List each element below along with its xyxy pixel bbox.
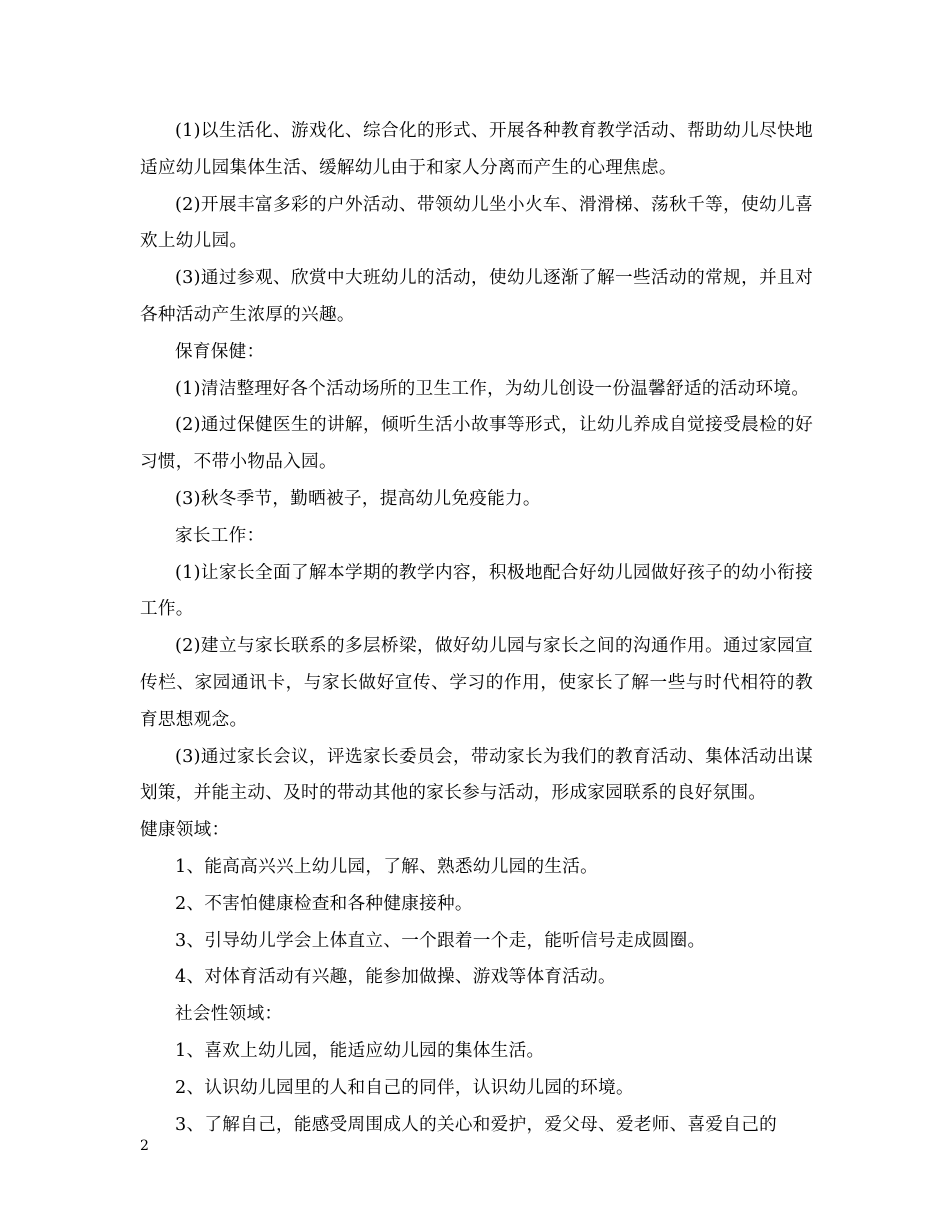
paragraph-care-2: (2)通过保健医生的讲解，倾听生活小故事等形式，让幼儿养成自觉接受晨检的好习惯，不带小物品入园。: [140, 415, 813, 473]
list-item-health-3: 3、引导幼儿学会上体直立、一个跟着一个走，能听信号走成圆圈。: [175, 930, 706, 951]
section-heading-parents: 家长工作：: [175, 525, 265, 546]
list-item-health-4: 4、对体育活动有兴趣，能参加做操、游戏等体育活动。: [175, 967, 616, 988]
paragraph-care-1: (1)清洁整理好各个活动场所的卫生工作，为幼儿创设一份温馨舒适的活动环境。: [175, 378, 810, 399]
paragraph-activity-2: (2)开展丰富多彩的户外活动、带领幼儿坐小火车、滑滑梯、荡秋千等，使幼儿喜欢上幼儿园。: [140, 194, 813, 252]
paragraph-care-3: (3)秋冬季节，勤晒被子，提高幼儿免疫能力。: [175, 488, 541, 509]
paragraph-parents-1: (1)让家长全面了解本学期的教学内容，积极地配合好幼儿园做好孩子的幼小衔接工作。: [140, 562, 813, 620]
list-item-social-3: 3、了解自己，能感受周围成人的关心和爱护，爱父母、爱老师、喜爱自己的: [175, 1114, 777, 1135]
paragraph-activity-1: (1)以生活化、游戏化、综合化的形式、开展各种教育教学活动、帮助幼儿尽快地适应幼儿园集体生活、缓解幼儿由于和家人分离而产生的心理焦虑。: [140, 121, 813, 178]
section-heading-health: 健康领域：: [140, 820, 230, 841]
paragraph-parents-3: (3)通过家长会议，评选家长委员会，带动家长为我们的教育活动、集体活动出谋划策，并能主动、及时的带动其他的家长参与活动，形成家园联系的良好氛围。: [140, 746, 813, 804]
paragraph-activity-3: (3)通过参观、欣赏中大班幼儿的活动，使幼儿逐渐了解一些活动的常规，并且对各种活动产生浓厚的兴趣。: [140, 268, 813, 325]
list-item-health-1: 1、能高高兴兴上幼儿园，了解、熟悉幼儿园的生活。: [175, 856, 599, 877]
section-heading-social: 社会性领域：: [175, 1004, 283, 1025]
page-number: 2: [140, 1138, 149, 1154]
list-item-health-2: 2、不害怕健康检查和各种健康接种。: [175, 893, 473, 914]
list-item-social-2: 2、认识幼儿园里的人和自己的同伴，认识幼儿园的环境。: [175, 1077, 634, 1098]
section-heading-care: 保育保健：: [175, 341, 265, 362]
document-body: [140, 113, 813, 1143]
paragraph-parents-2: (2)建立与家长联系的多层桥梁，做好幼儿园与家长之间的沟通作用。通过家园宣传栏、家园通讯卡，与家长做好宣传、学习的作用，使家长了解一些与时代相符的教育思想观念。: [140, 636, 813, 730]
list-item-social-1: 1、喜欢上幼儿园，能适应幼儿园的集体生活。: [175, 1040, 545, 1061]
